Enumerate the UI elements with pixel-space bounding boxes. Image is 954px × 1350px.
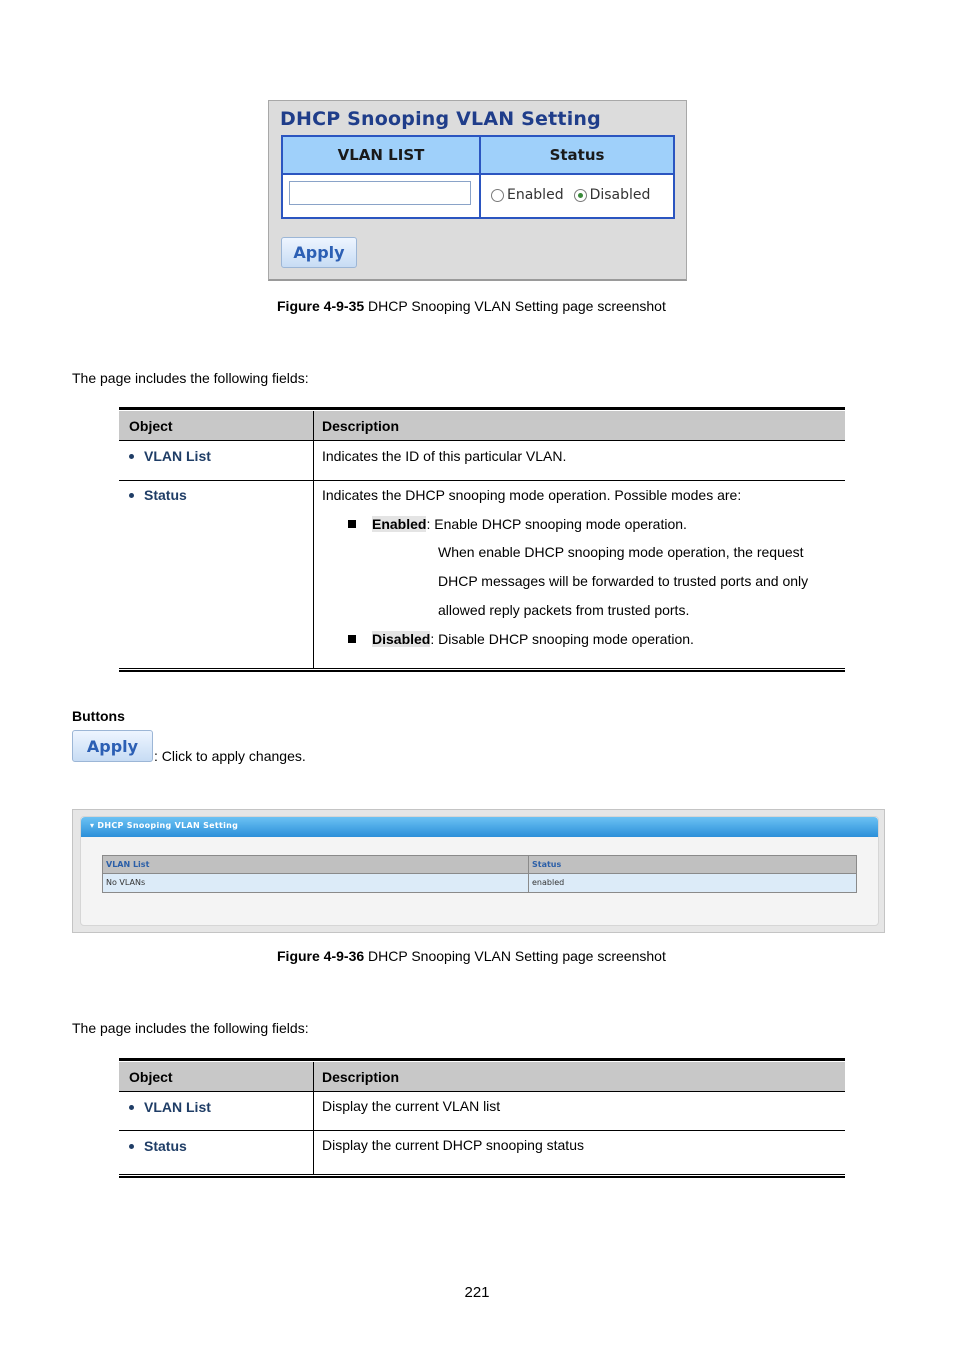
caption-number: Figure 4-9-36 xyxy=(277,948,365,964)
header-object: Object xyxy=(129,1069,173,1085)
table-header xyxy=(119,1062,845,1092)
enabled-detail-line-2: DHCP messages will be forwarded to trusted ports and only xyxy=(438,573,809,589)
figure-caption-2 xyxy=(277,948,666,964)
radio-disabled[interactable] xyxy=(574,189,587,202)
table-row-object-status: Status xyxy=(129,1138,187,1154)
apply-button-sample[interactable]: Apply xyxy=(72,730,153,762)
apply-button[interactable]: Apply xyxy=(281,237,357,268)
header-description: Description xyxy=(322,418,400,434)
table-header xyxy=(119,411,845,441)
table-row-object-vlan-list: VLAN List xyxy=(129,448,211,464)
status-panel xyxy=(80,816,879,926)
fields-table-2 xyxy=(119,1058,845,1180)
radio-enabled-label[interactable]: Enabled xyxy=(507,187,564,203)
status-radio-group xyxy=(491,187,650,203)
enabled-detail-line-1: When enable DHCP snooping mode operation, the request xyxy=(438,544,804,560)
radio-disabled-label[interactable]: Disabled xyxy=(589,187,651,203)
figure-caption-1 xyxy=(277,298,666,314)
vlan-setting-grid xyxy=(281,135,675,219)
intro-paragraph-2: The page includes the following fields: xyxy=(72,1020,309,1036)
cell-vlan-list: No VLANs xyxy=(106,878,146,887)
caption-text: DHCP Snooping VLAN Setting page screenshot xyxy=(364,948,666,964)
cell-status: enabled xyxy=(532,878,565,887)
enabled-detail-line-3: allowed reply packets from trusted ports. xyxy=(438,602,690,618)
table-row-object-status: Status xyxy=(129,487,187,503)
table-row-object-vlan-list: VLAN List xyxy=(129,1099,211,1115)
header-status: Status xyxy=(532,860,562,869)
apply-description: : Click to apply changes. xyxy=(154,748,306,764)
table-row-desc-vlan-list: Display the current VLAN list xyxy=(322,1098,501,1114)
vlan-status-table xyxy=(102,855,857,893)
table-row-desc-status: Display the current DHCP snooping status xyxy=(322,1137,584,1153)
dhcp-snooping-vlan-status-screenshot xyxy=(72,809,885,933)
table-header xyxy=(103,856,856,874)
table-row-desc-status: Indicates the DHCP snooping mode operation. Possible modes are: xyxy=(322,487,742,503)
form-title: DHCP Snooping VLAN Setting xyxy=(280,108,601,130)
table-row-desc-vlan-list: Indicates the ID of this particular VLAN. xyxy=(322,448,567,464)
column-divider xyxy=(479,175,481,217)
bullet-enabled: Enabled: Enable DHCP snooping mode operation. xyxy=(348,516,687,532)
column-header-status: Status xyxy=(481,137,673,175)
collapse-arrow-icon[interactable]: ▾ xyxy=(90,821,95,830)
vlan-list-input[interactable] xyxy=(289,181,471,205)
fields-table-1 xyxy=(119,407,845,673)
table-row xyxy=(103,874,856,892)
page-number: 221 xyxy=(464,1284,490,1301)
caption-text: DHCP Snooping VLAN Setting page screenshot xyxy=(364,298,666,314)
caption-number: Figure 4-9-35 xyxy=(277,298,365,314)
intro-paragraph-1: The page includes the following fields: xyxy=(72,370,309,386)
header-object: Object xyxy=(129,418,173,434)
header-vlan-list: VLAN List xyxy=(106,860,150,869)
radio-enabled[interactable] xyxy=(491,189,504,202)
header-description: Description xyxy=(322,1069,400,1085)
column-header-vlan-list: VLAN LIST xyxy=(283,137,481,175)
panel-title: ▾ DHCP Snooping VLAN Setting xyxy=(90,821,239,830)
dhcp-snooping-vlan-setting-form xyxy=(268,100,687,281)
bullet-disabled: Disabled: Disable DHCP snooping mode operation. xyxy=(348,631,694,647)
buttons-heading: Buttons xyxy=(72,708,125,724)
